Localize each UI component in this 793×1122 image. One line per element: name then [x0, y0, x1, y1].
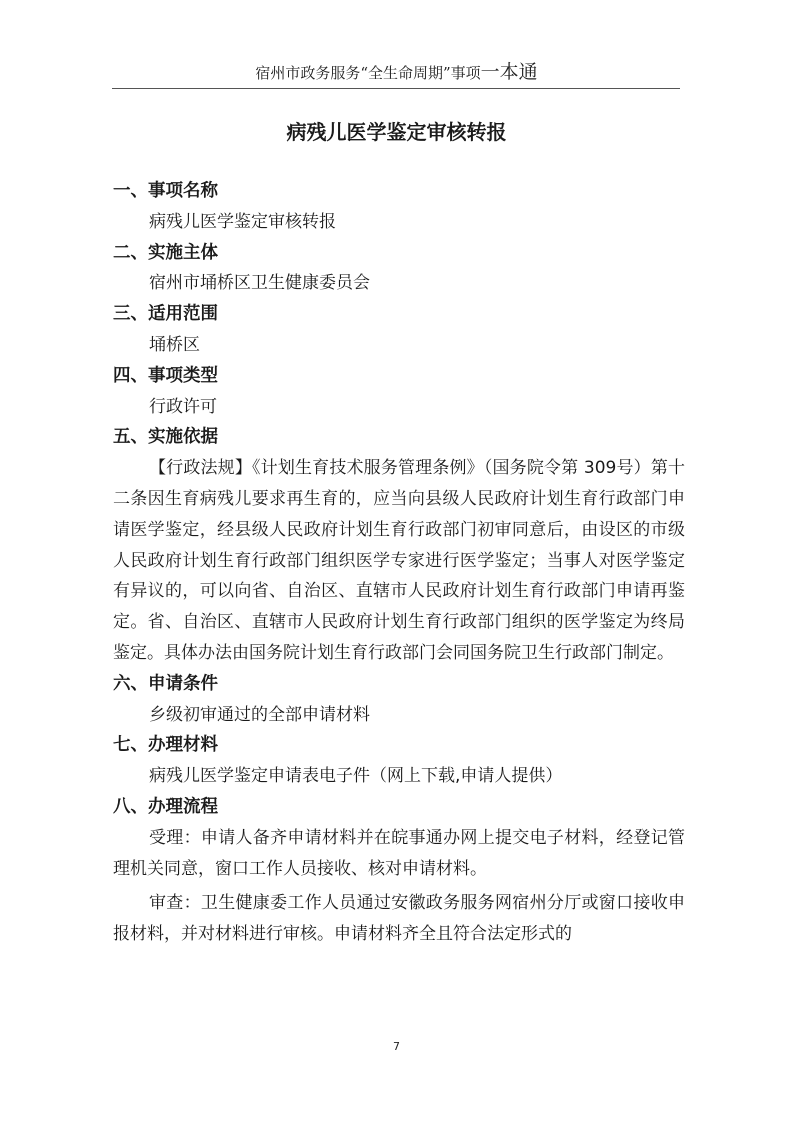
section-text-materials: 病残儿医学鉴定申请表电子件（网上下载,申请人提供）: [149, 766, 563, 787]
header-divider: [112, 88, 680, 89]
section-text-legal-basis: 【行政法规】《计划生育技术服务管理条例》（国务院令第 309号）第十二条因生育病残儿要求再生育的，应当向县级人民政府计划生育行政部门申请医学鉴定，经县级人民政府计划生育行政部门初审同意后，由设区的市级人民政府计划生育行政部门组织医学专家进行医学鉴定；当事人对医学鉴定有异议的，可以向省、自治区、直辖市人民政府计划生育行政部门申请再鉴定。省、自治区、直辖市人民政府计划生育行政部门组织的医学鉴定为终局鉴定。具体办法由国务院计划生育行政部门会同国务院卫生行政部门制定。: [113, 458, 685, 663]
section-heading-legal-basis: 五、实施依据: [113, 427, 218, 448]
section-text-item-name: 病残儿医学鉴定审核转报: [149, 211, 336, 232]
running-header-suffix: 一本通: [480, 61, 538, 83]
running-header: [0, 62, 793, 83]
document-body: [113, 176, 685, 950]
process-paragraph-review: 审查：卫生健康委工作人员通过安徽政务服务网宿州分厅或窗口接收申报材料，并对材料进行审核。申请材料齐全且符合法定形式的: [113, 893, 685, 945]
section-text-item-type: 行政许可: [149, 396, 217, 417]
section-heading-implementing-body: 二、实施主体: [113, 242, 218, 263]
section-heading-conditions: 六、申请条件: [113, 673, 218, 694]
section-heading-scope: 三、适用范围: [113, 304, 218, 325]
process-paragraph-acceptance: 受理：申请人备齐申请材料并在皖事通办网上提交电子材料，经登记管理机关同意，窗口工作人员接收、核对申请材料。: [113, 827, 685, 879]
running-header-prefix: 宿州市政务服务“全生命周期”事项: [255, 64, 481, 82]
section-heading-process: 八、办理流程: [113, 796, 218, 817]
section-heading-item-type: 四、事项类型: [113, 365, 218, 386]
section-text-conditions: 乡级初审通过的全部申请材料: [149, 704, 370, 725]
section-heading-materials: 七、办理材料: [113, 735, 218, 756]
document-title: 病残儿医学鉴定审核转报: [286, 120, 507, 144]
section-text-scope: 埇桥区: [149, 334, 200, 355]
page-number: 7: [393, 1040, 400, 1053]
section-heading-item-name: 一、事项名称: [113, 181, 218, 201]
section-text-implementing-body: 宿州市埇桥区卫生健康委员会: [149, 273, 370, 294]
